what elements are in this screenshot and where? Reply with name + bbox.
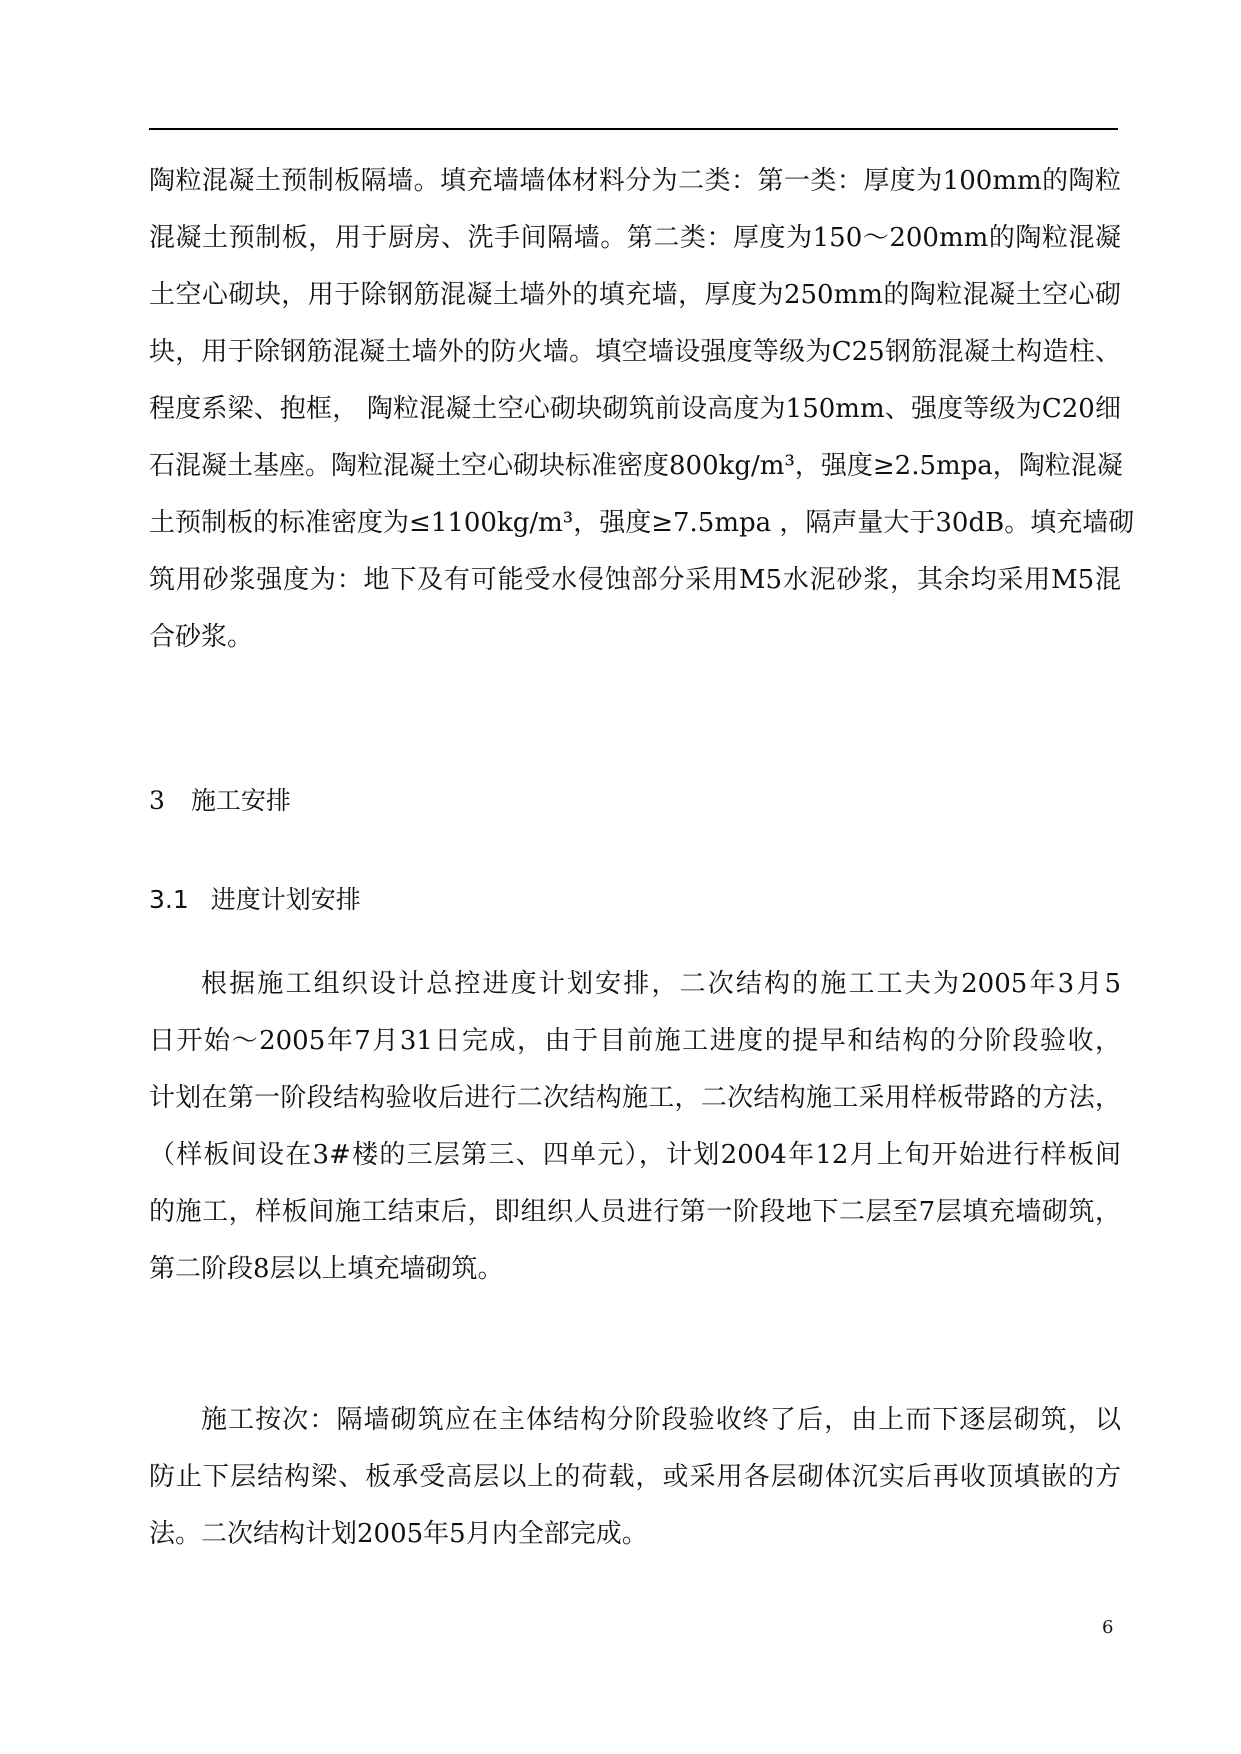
text-line: （样板间设在3#楼的三层第三、四单元），计划2004年12月上旬开始进行样板间 (149, 1140, 1121, 1170)
section-heading-3 (149, 781, 291, 817)
paragraph-infill-wall (149, 153, 1135, 666)
text-line: 石混凝土基座。陶粒混凝土空心砌块标准密度800kg/m³，强度≥2.5mpa，陶粒混凝 (149, 451, 1123, 481)
text-line: 块，用于除钢筋混凝土墙外的防火墙。填空墙设强度等级为C25钢筋混凝土构造柱、 (149, 337, 1121, 367)
text-line: 混凝土预制板，用于厨房、洗手间隔墙。第二类：厚度为150～200mm的陶粒混凝 (149, 223, 1121, 253)
text-line: 防止下层结构梁、板承受高层以上的荷载，或采用各层砌体沉实后再收顶填嵌的方 (149, 1462, 1121, 1492)
section-heading-3-1 (149, 880, 361, 916)
paragraph-sequence (149, 1392, 1121, 1563)
text-line: 土预制板的标准密度为≤1100kg/m³，强度≥7.5mpa ，隔声量大于30dB。填充墙砌 (149, 508, 1135, 538)
text-line: 日开始～2005年7月31日完成，由于目前施工进度的提早和结构的分阶段验收， (149, 1026, 1121, 1056)
section-title: 施工安排 (190, 786, 291, 815)
text-line: 法。二次结构计划2005年5月内全部完成。 (149, 1519, 648, 1549)
text-line: 合砂浆。 (149, 622, 254, 652)
header-rule (149, 128, 1118, 130)
section-title: 进度计划安排 (210, 885, 361, 914)
text-line: 的施工，样板间施工结束后，即组织人员进行第一阶段地下二层至7层填充墙砌筑， (149, 1197, 1121, 1227)
section-number: 3.1 (149, 885, 189, 914)
text-line: 陶粒混凝土预制板隔墙。填充墙墙体材料分为二类：第一类：厚度为100mm的陶粒 (149, 166, 1121, 196)
text-line: 土空心砌块，用于除钢筋混凝土墙外的填充墙，厚度为250mm的陶粒混凝土空心砌 (149, 280, 1121, 310)
paragraph-schedule (149, 956, 1121, 1298)
text-line: 第二阶段8层以上填充墙砌筑。 (149, 1254, 504, 1284)
text-line: 计划在第一阶段结构验收后进行二次结构施工，二次结构施工采用样板带路的方法， (149, 1083, 1121, 1113)
text-line: 筑用砂浆强度为：地下及有可能受水侵蚀部分采用M5水泥砂浆，其余均采用M5混 (149, 565, 1121, 595)
text-line: 根据施工组织设计总控进度计划安排，二次结构的施工工夫为2005年3月5 (201, 969, 1121, 999)
page-number: 6 (1102, 1617, 1114, 1638)
text-line: 程度系梁、抱框， 陶粒混凝土空心砌块砌筑前设高度为150mm、强度等级为C20细 (149, 394, 1121, 424)
text-line: 施工按次：隔墙砌筑应在主体结构分阶段验收终了后，由上而下逐层砌筑，以 (201, 1405, 1121, 1435)
section-number: 3 (149, 786, 165, 815)
